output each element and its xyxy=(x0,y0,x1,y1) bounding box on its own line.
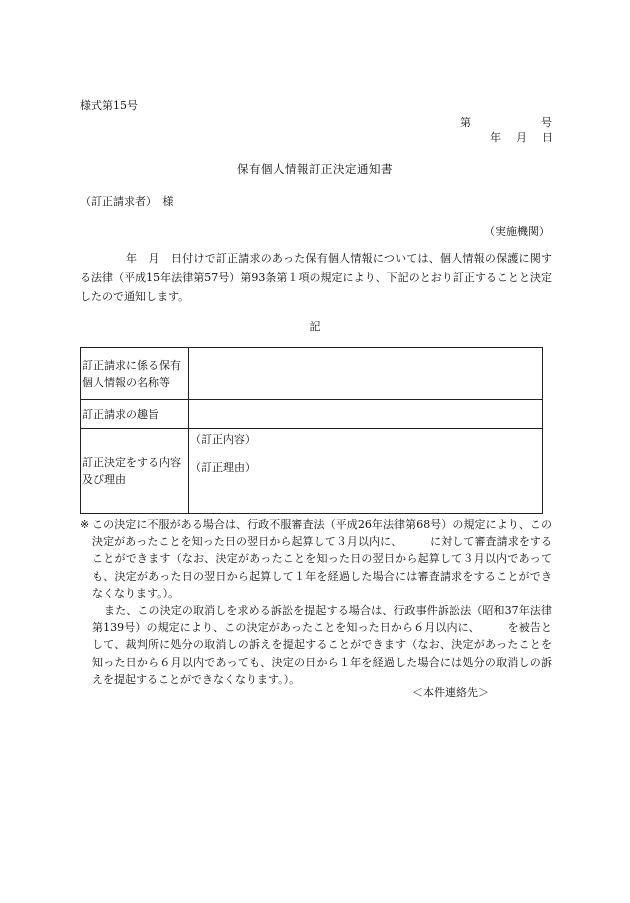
contact-heading: ＜本件連絡先＞ xyxy=(412,686,489,699)
appeal-notice xyxy=(80,516,552,688)
correction-reason-label: （訂正理由） xyxy=(190,461,256,474)
row-value-decision-content xyxy=(189,429,543,514)
document-number-suffix: 号 xyxy=(541,116,552,129)
table-row xyxy=(81,348,543,400)
correction-content-label: （訂正内容） xyxy=(190,433,256,446)
table-row xyxy=(81,400,543,429)
row-value-info-name xyxy=(189,348,543,400)
issuing-agency: （実施機関） xyxy=(484,225,550,238)
document-title: 保有個人情報訂正決定通知書 xyxy=(237,162,393,176)
row-label-decision-content: 訂正決定をする内容及び理由 xyxy=(81,429,189,514)
body-paragraph: 年 月 日付けで訂正請求のあった保有個人情報については、個人情報の保護に関する法律（平成15年法律第57号）第93条第１項の規定により、下記のとおり訂正することと決定したので通知します。 xyxy=(80,252,552,303)
notice-paragraph-review xyxy=(80,516,552,602)
form-number: 様式第15号 xyxy=(80,99,138,112)
row-value-request-purpose xyxy=(189,400,543,429)
notice-paragraph-review-text: この決定に不服がある場合は、行政不服審査法（平成26年法律第68号）の規定により、この決定があったことを知った日の翌日から起算して３月以内に、 に対して審査請求をすることができます（なお、決定があったことを知った日の翌日から起算して３月以内であっても、決定があった日の翌日から起算して１年を経過した場合には審査請求をすることができなくなります。）。 xyxy=(92,518,552,600)
decision-table xyxy=(80,347,543,514)
row-label-request-purpose: 訂正請求の趣旨 xyxy=(81,400,189,429)
addressee: （訂正請求者） 様 xyxy=(80,195,174,208)
date-year: 年 xyxy=(490,131,501,144)
date-day: 日 xyxy=(542,131,553,144)
document-number-prefix: 第 xyxy=(460,116,471,129)
date-month: 月 xyxy=(516,131,527,144)
notice-paragraph-lawsuit: また、この決定の取消しを求める訴訟を提起する場合は、行政事件訴訟法（昭和37年法律第139号）の規定により、この決定があったことを知った日から６月以内に、 を被告として、裁判所に処分の取消しの訴えを提起することができます（なお、決定があったことを知った日から６月以内であっても、決定の日から１年を経過した場合には処分の取消しの訴えを提起することができなくなります。）。 xyxy=(92,604,552,686)
notice-mark: ※ xyxy=(80,518,90,531)
record-heading: 記 xyxy=(309,320,321,333)
table-row xyxy=(81,429,543,514)
row-label-info-name: 訂正請求に係る保有個人情報の名称等 xyxy=(81,348,189,400)
